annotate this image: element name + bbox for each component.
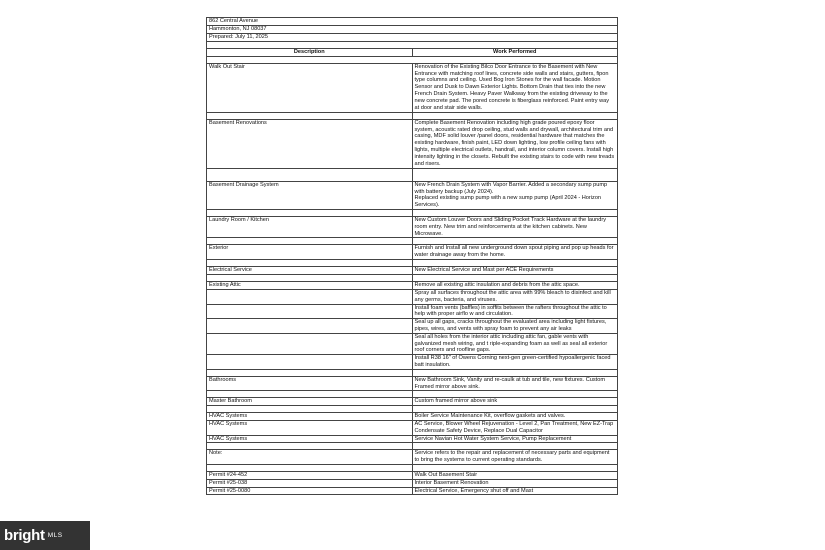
- row-description: Basement Drainage System: [207, 181, 413, 209]
- spacer-row: [207, 391, 618, 398]
- table-row: [207, 289, 618, 304]
- work-performed-header: Work Performed: [412, 49, 618, 57]
- table-row: [207, 267, 618, 275]
- table-row: [207, 471, 618, 479]
- row-work-performed: Service refers to the repair and replacement of necessary parts and equipment to bring the systems to current operating standards.: [412, 450, 618, 465]
- row-description: Permit #24-452: [207, 471, 413, 479]
- table-row: [207, 304, 618, 319]
- table-row: [207, 319, 618, 334]
- row-work-performed: Spray all surfaces throughout the attic area with 99% bleach to disinfect and kill any germs, bacteria, and viruses.: [412, 289, 618, 304]
- row-description: Master Bathroom: [207, 398, 413, 406]
- work-table: [206, 17, 618, 495]
- row-work-performed: Remove all existing attic insulation and debris from the attic space.: [412, 282, 618, 290]
- table-row: [207, 376, 618, 391]
- row-description: [207, 319, 413, 334]
- city-row: [207, 26, 618, 34]
- prepared-text: Prepared: July 11, 2025: [207, 34, 618, 42]
- row-description: Walk Out Stair: [207, 63, 413, 112]
- row-work-performed: New Electrical Service and Mast per ACE Requirements: [412, 267, 618, 275]
- row-work-performed: New Custom Louver Doors and Sliding Pocket Track Hardware at the laundry room entry. New trim and reinforcements at the kitchen cabinets. New Microwave.: [412, 216, 618, 237]
- table-row: [207, 282, 618, 290]
- row-description: Basement Renovations: [207, 119, 413, 168]
- spacer-row: [207, 168, 618, 181]
- row-description: Exterior: [207, 245, 413, 260]
- table-row: [207, 435, 618, 443]
- table-row: [207, 119, 618, 168]
- row-description: [207, 333, 413, 354]
- row-work-performed: Install foam vents (baffles) in soffits between the rafters throughout the attic to help with proper airflo w and circulation.: [412, 304, 618, 319]
- address-text: 862 Central Avenue: [207, 18, 618, 26]
- row-description: Note:: [207, 450, 413, 465]
- table-row: [207, 181, 618, 209]
- spacer-row: [207, 464, 618, 471]
- watermark-suffix: MLS: [47, 532, 63, 539]
- row-work-performed: Install R38 16" of Owens Corning next-gen green-certified hypoallergenic faced batt insulation.: [412, 355, 618, 370]
- document-page: [206, 17, 618, 495]
- spacer-row: [207, 406, 618, 413]
- brightmls-watermark: [0, 521, 90, 550]
- row-description: Laundry Room / Kitchen: [207, 216, 413, 237]
- table-row: [207, 355, 618, 370]
- row-work-performed: Electrical Service, Emergency shut off and Mast: [412, 487, 618, 495]
- table-row: [207, 450, 618, 465]
- spacer-row: [207, 275, 618, 282]
- row-work-performed: Interior Basement Renovation: [412, 479, 618, 487]
- row-work-performed: Furnish and Install all new underground down spout piping and pop up heads for water drainage away from the home.: [412, 245, 618, 260]
- spacer-row: [207, 56, 618, 63]
- spacer-row: [207, 112, 618, 119]
- row-description: Existing Attic: [207, 282, 413, 290]
- row-work-performed: New Bathroom Sink, Vanity and re-caulk at tub and tile, new fixtures. Custom Framed mirror above sink.: [412, 376, 618, 391]
- row-work-performed: Complete Basement Renovation including high grade poured epoxy floor system, acoustic rated drop ceiling, stud walls and drywall, architectural trim and casing, MDF solid louver /panel doors, residential hardware that matches the existing hardware, finish paint, LED down lighting, low profile ceiling fans with lights, multiple electrical outlets, handrail, and interior column covers. Install high intensity lighting in the closets. Rebuilt the existing stairs to code with new treads and risers.: [412, 119, 618, 168]
- row-work-performed: Custom framed mirror above sink: [412, 398, 618, 406]
- row-work-performed: AC Service, Blower Wheel Rejuvenation - Level 2, Pan Treatment, New EZ-Trap Condensate Safety Device, Replace Dual Capacitor: [412, 420, 618, 435]
- spacer-row: [207, 42, 618, 49]
- row-description: Permit #25-0080: [207, 487, 413, 495]
- table-row: [207, 333, 618, 354]
- spacer-row: [207, 369, 618, 376]
- row-description: Electrical Service: [207, 267, 413, 275]
- row-description: [207, 289, 413, 304]
- spacer-row: [207, 209, 618, 216]
- row-description: HVAC Systems: [207, 420, 413, 435]
- row-description: Bathrooms: [207, 376, 413, 391]
- row-description: HVAC Systems: [207, 413, 413, 421]
- table-row: [207, 245, 618, 260]
- row-description: [207, 355, 413, 370]
- column-header-row: [207, 49, 618, 57]
- prepared-row: [207, 34, 618, 42]
- city-text: Hammonton, NJ 08037: [207, 26, 618, 34]
- table-row: [207, 63, 618, 112]
- table-row: [207, 420, 618, 435]
- row-work-performed: Walk Out Basement Stair: [412, 471, 618, 479]
- table-row: [207, 398, 618, 406]
- row-work-performed: Renovation of the Existing Bilco Door Entrance to the Basement with New Entrance with matching roof lines, concrete side walls and stairs, gutters, fipon type columns and ceiling. Used Bog Iron Stones for the wall facade. Motion Sensor and Dusk to Dawn Exterior Lights. Bottom Drain that ties into the new French Drain System. Heavy Paver Walkway from the existing driveway to the new concrete pad. The pored concrete is fiberglass reinforced. Paint entry way at door and stair side walls.: [412, 63, 618, 112]
- spacer-row: [207, 260, 618, 267]
- address-row: [207, 18, 618, 26]
- row-description: Permit #25-038: [207, 479, 413, 487]
- table-row: [207, 487, 618, 495]
- table-row: [207, 216, 618, 237]
- row-work-performed: Seal up all gaps, cracks throughout the evaluated area including light fixtures, pipes, wires, and vents with spray foam to prevent any air leaks: [412, 319, 618, 334]
- description-header: Description: [207, 49, 413, 57]
- row-description: HVAC Systems: [207, 435, 413, 443]
- row-work-performed: Seal all holes from the interior attic including attic fan, gable vents with galvanized mesh wiring, and t riple-expanding foam as well as seal all exterior roof corners and roofline gaps.: [412, 333, 618, 354]
- watermark-brand: bright: [4, 527, 45, 544]
- row-description: [207, 304, 413, 319]
- table-row: [207, 413, 618, 421]
- table-row: [207, 479, 618, 487]
- row-work-performed: Service Navian Hot Water System Service, Pump Replacement: [412, 435, 618, 443]
- spacer-row: [207, 443, 618, 450]
- row-work-performed: Boiler Service Maintenance Kit, overflow gaskets and valves.: [412, 413, 618, 421]
- row-work-performed: New French Drain System with Vapor Barrier. Added a secondary sump pump with battery backup (July 2024). Replaced existing sump pump with a new sump pump (April 2024 - Horizon Services).: [412, 181, 618, 209]
- work-rows: [207, 63, 618, 495]
- spacer-row: [207, 238, 618, 245]
